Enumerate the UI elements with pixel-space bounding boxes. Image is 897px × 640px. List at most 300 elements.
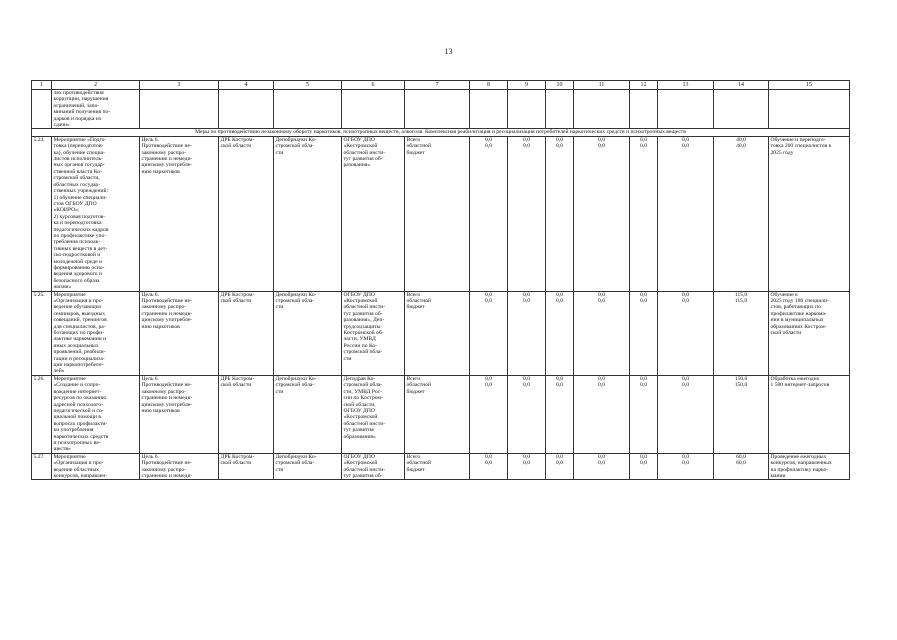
cell-line: России по Ко- <box>343 342 378 349</box>
cell-line: вопросах профилакти- <box>53 420 108 427</box>
cell-line: ласти, УМВД <box>343 336 376 343</box>
column-header: 9 <box>508 81 546 90</box>
cell-line: сти <box>275 149 284 156</box>
cell-line: адресной психолого- <box>53 401 104 408</box>
responsible-cell <box>219 453 274 480</box>
cell-line: 2) курсовая подготов- <box>53 213 106 220</box>
cell-line: 0,0 <box>485 453 492 460</box>
cell-line: жизни» <box>53 284 72 291</box>
cell-line: ных органов государ- <box>53 162 105 169</box>
cell-line: 0,0 <box>682 382 689 389</box>
cell-line: проявлений, реабили- <box>53 349 106 356</box>
cell-line: конкурсов, направленных <box>770 460 832 467</box>
cell-line: педагогических кадров <box>53 226 109 233</box>
cell-line: «Костромской <box>343 298 378 304</box>
amount-cell <box>630 453 658 480</box>
responsible-cell <box>219 291 274 375</box>
cell-line: «Создание и сопро- <box>53 382 101 389</box>
cell-line: стромской обла- <box>275 143 315 150</box>
cell-line: 1 500 интернет-запросов <box>770 382 830 389</box>
amount-cell <box>714 136 769 291</box>
cell-line: 0,0 <box>556 143 563 150</box>
cell-line: наркотических средств <box>53 433 109 440</box>
cell-line: 0,0 <box>682 460 689 467</box>
cell-line: 0,0 <box>556 453 563 460</box>
cell-line: 0,0 <box>640 136 647 143</box>
amount-cell <box>714 291 769 375</box>
measure-description <box>52 375 140 453</box>
amount-cell <box>508 136 546 291</box>
empty-cell <box>546 90 574 129</box>
empty-cell <box>342 90 405 129</box>
cell-line: 0,0 <box>640 460 647 467</box>
cell-line: 0,0 <box>598 453 605 460</box>
cell-line: Обработка ежегодно <box>770 375 820 382</box>
cell-line: формированию осно- <box>53 264 105 271</box>
cell-line: 0,0 <box>640 298 647 304</box>
row-number: 5.24. <box>32 136 52 291</box>
table-row <box>32 453 850 480</box>
amount-cell <box>508 375 546 453</box>
cell-line: странению и немеди- <box>141 156 193 163</box>
cell-line: 0,0 <box>485 298 492 304</box>
cell-line: коррупции, нарушения <box>53 96 109 103</box>
cell-line: тут развития <box>343 427 374 434</box>
cell-line: 0,0 <box>523 298 530 304</box>
cell-line: 0,0 <box>640 291 647 298</box>
amount-cell <box>470 136 508 291</box>
cell-line: тут развития об- <box>343 310 383 317</box>
cell-line: странению и немеди- <box>141 310 193 317</box>
amount-cell <box>546 291 574 375</box>
cell-line: 150,0 <box>734 382 748 389</box>
cell-line: 0,0 <box>682 136 689 143</box>
column-header: 3 <box>140 81 219 90</box>
cell-line: 0,0 <box>485 143 492 150</box>
amount-cell <box>546 375 574 453</box>
page-number: 13 <box>444 47 453 56</box>
cell-line: тут развития об- <box>343 472 383 479</box>
cell-line: 0,0 <box>523 460 530 467</box>
cell-line: Мероприятие <box>53 453 86 460</box>
cell-line: Обучение к <box>770 291 798 298</box>
column-header: 12 <box>630 81 658 90</box>
cell-line: сти <box>275 466 284 473</box>
cell-line: законному распро- <box>141 388 187 395</box>
row-number: 5.26. <box>32 375 52 453</box>
cell-line: тации и ресоциализа- <box>53 355 105 362</box>
column-header: 11 <box>574 81 630 90</box>
cell-line: 0,0 <box>485 375 492 382</box>
cell-line: ка и переподготовка <box>53 220 102 227</box>
cell-line: ДРБ Костром- <box>220 291 255 298</box>
expected-result-cell <box>769 453 850 480</box>
cell-line: тивных веществ в дет- <box>53 245 108 252</box>
cell-line: нию наркотиков <box>141 168 180 175</box>
funding-source-cell <box>405 453 470 480</box>
cell-line: 0,0 <box>523 136 530 143</box>
responsible-cell <box>219 136 274 291</box>
column-header: 6 <box>342 81 405 90</box>
column-header: 10 <box>546 81 574 90</box>
cell-line: Мероприятие «Подго- <box>53 136 107 143</box>
continuation-row <box>32 90 850 129</box>
cell-line: стромской обла- <box>343 349 383 356</box>
cell-line: 150,0 <box>734 375 748 382</box>
cell-line: Проведение ежегодных <box>770 453 827 460</box>
cell-line: 0,0 <box>523 375 530 382</box>
cell-line: 0,0 <box>640 382 647 389</box>
table-row <box>32 291 850 375</box>
cell-line: совещаний, тренингов <box>53 317 107 324</box>
goal-cell <box>140 453 219 480</box>
cell-line: 0,0 <box>598 298 605 304</box>
empty-cell <box>769 90 850 129</box>
cell-line: Депобрнауки Ко- <box>275 136 317 143</box>
cell-line: областной <box>406 460 431 467</box>
amount-cell <box>574 453 630 480</box>
cell-line: Цель 6. <box>141 136 159 143</box>
amount-cell <box>630 375 658 453</box>
cell-line: и психотропных ве- <box>53 439 101 446</box>
cell-line: Всего <box>406 375 421 382</box>
cell-line: стромской обла- <box>275 298 315 304</box>
cell-line: Мероприятие <box>53 291 86 298</box>
cell-line: 2025 году 180 специали- <box>770 298 829 304</box>
cell-line: лактике наркомании и <box>53 336 107 343</box>
cell-line: безопасного образа <box>53 277 100 284</box>
cell-line: разования», Деп- <box>343 317 385 324</box>
cell-line: 0,0 <box>556 382 563 389</box>
column-header: 7 <box>405 81 470 90</box>
cell-line: 0,0 <box>556 136 563 143</box>
cell-line: ведение обучающих <box>53 304 102 311</box>
amount-cell <box>658 291 714 375</box>
participant-cell <box>342 291 405 375</box>
executor-cell <box>274 291 342 375</box>
cell-line: 1) обучение специали- <box>53 194 108 201</box>
cell-line: 0,0 <box>682 375 689 382</box>
expected-result-cell <box>769 136 850 291</box>
cell-line: «Организация и про- <box>53 460 104 467</box>
cell-line: 0,0 <box>598 291 605 298</box>
cell-line: бюджет <box>406 466 425 473</box>
cell-line: 0,0 <box>485 291 492 298</box>
cell-line: ботающих по профи- <box>53 330 104 337</box>
cell-line: ственной власти Ко- <box>53 168 102 175</box>
cell-line: лях противодействия <box>53 90 104 96</box>
cell-line: 0,0 <box>598 136 605 143</box>
cell-line: 0,0 <box>598 382 605 389</box>
cell-line: 0,0 <box>556 291 563 298</box>
executor-cell <box>274 136 342 291</box>
section-title: Меры по противодействию незаконному обороту наркотиков, психотропных веществ, алкоголя. Комплексная реабилитация и ресоциализация потребителей наркотических средств и психотропных веществ <box>32 129 850 136</box>
expected-result-cell <box>769 375 850 453</box>
program-table <box>31 80 850 480</box>
cell-line: нию наркотиков <box>141 323 180 330</box>
cell-line: 60,0 <box>736 460 746 467</box>
cell-line: ской области <box>220 298 252 304</box>
cell-line: стромской обла- <box>275 382 315 389</box>
cell-line: 0,0 <box>556 460 563 467</box>
column-header: 1 <box>32 81 52 90</box>
funding-source-cell <box>405 375 470 453</box>
cell-line: трудсоцзащиты <box>343 323 381 330</box>
cell-line: Всего <box>406 136 421 143</box>
cell-line: сии по Костром- <box>343 395 383 402</box>
cell-line: дарков и порядка их <box>53 115 102 122</box>
cell-line: разования» <box>343 162 371 169</box>
cell-line: ОГБОУ ДПО <box>343 407 375 414</box>
empty-cell <box>574 90 630 129</box>
cell-line: конкурсов, направлен- <box>53 472 108 479</box>
empty-cell <box>714 90 769 129</box>
cell-line: ограничений, запо- <box>53 102 100 109</box>
cell-line: «КОИРО»; <box>53 207 80 214</box>
cell-line: сти <box>343 355 352 362</box>
cell-line: ской области <box>220 143 252 150</box>
cell-line: сти <box>275 304 284 311</box>
cell-line: областной инсти- <box>343 304 386 311</box>
measure-description <box>52 136 140 291</box>
cell-line: ции наркопотребите- <box>53 362 104 369</box>
empty-cell <box>405 90 470 129</box>
amount-cell <box>630 291 658 375</box>
cell-line: на профилактику нарко- <box>770 466 829 473</box>
cell-line: бюджет <box>406 149 425 156</box>
funding-source-cell <box>405 291 470 375</box>
cell-line: 0,0 <box>682 291 689 298</box>
cell-line: Цель 6. <box>141 375 159 382</box>
cell-line: Противодействие не- <box>141 382 192 389</box>
table-row <box>32 136 850 291</box>
responsible-cell <box>219 375 274 453</box>
cell-line: Мероприятие <box>53 375 86 382</box>
cell-line: семинаров, выездных <box>53 310 106 317</box>
empty-cell <box>508 90 546 129</box>
cell-line: областной <box>406 143 431 150</box>
cell-line: 40,0 <box>736 136 746 143</box>
cell-line: стов, работающих по <box>770 304 821 311</box>
column-header: 15 <box>769 81 850 90</box>
cell-line: нии в муниципальных <box>770 317 824 324</box>
participant-cell <box>342 453 405 480</box>
cell-line: циальной помощи в <box>53 414 101 421</box>
cell-line: областной инсти- <box>343 420 386 427</box>
cell-line: ОГБОУ ДПО <box>343 291 375 298</box>
amount-cell <box>470 291 508 375</box>
amount-cell <box>470 453 508 480</box>
cell-line: ДРБ Костром- <box>220 375 255 382</box>
cell-line: Противодействие не- <box>141 143 192 150</box>
cell-line: Противодействие не- <box>141 298 192 304</box>
cell-line: областной <box>406 298 431 304</box>
cell-line: ско-подростковой и <box>53 252 101 259</box>
cell-line: образования» <box>343 433 376 440</box>
cell-line: 0,0 <box>598 143 605 150</box>
cell-line: Депздрав Ко- <box>343 375 376 382</box>
cell-line: сдачи» <box>53 122 70 129</box>
cell-line: бюджет <box>406 388 425 395</box>
cell-line: 0,0 <box>598 460 605 467</box>
cell-line: законному распро- <box>141 466 187 473</box>
cell-line: ской области <box>220 382 252 389</box>
cell-line: 0,0 <box>485 382 492 389</box>
cell-line: 0,0 <box>485 460 492 467</box>
cell-line: лей» <box>53 368 65 375</box>
row-number: 5.27. <box>32 453 52 480</box>
cell-line: минаний получения по- <box>53 109 111 116</box>
amount-cell <box>508 453 546 480</box>
cell-line: ской области <box>220 460 252 467</box>
cell-line: ресурсов по оказанию <box>53 395 107 402</box>
amount-cell <box>546 136 574 291</box>
cell-line: товка (переподготов- <box>53 143 104 150</box>
cell-line: для специалистов, ра- <box>53 323 106 330</box>
cell-line: странению и немеди- <box>141 472 193 479</box>
cell-line: 0,0 <box>556 298 563 304</box>
cell-line: 0,0 <box>523 382 530 389</box>
cell-line: 60,0 <box>736 453 746 460</box>
cell-line: Депобрнауки Ко- <box>275 291 317 298</box>
empty-cell <box>219 90 274 129</box>
goal-cell <box>140 375 219 453</box>
cell-line: иных асоциальных <box>53 342 99 349</box>
cell-line: стов ОГБОУ ДПО <box>53 200 97 207</box>
cell-line: ственных учреждений: <box>53 188 109 195</box>
amount-cell <box>658 375 714 453</box>
cell-line: цинскому употребле- <box>141 317 192 324</box>
executor-cell <box>274 453 342 480</box>
cell-line: 0,0 <box>682 298 689 304</box>
cell-line: 2025 году <box>770 149 794 156</box>
cell-line: требления психоак- <box>53 239 101 246</box>
cell-line: 0,0 <box>598 375 605 382</box>
cell-line: ской области <box>770 330 802 337</box>
cell-line: областной инсти- <box>343 149 386 156</box>
cell-line: тут развития об- <box>343 156 383 163</box>
column-header: 5 <box>274 81 342 90</box>
row-number: 5.25. <box>32 291 52 375</box>
expected-result-cell <box>769 291 850 375</box>
amount-cell <box>508 291 546 375</box>
cell-line: странению и немеди- <box>141 395 193 402</box>
cell-line: 0,0 <box>640 143 647 150</box>
participant-cell <box>342 136 405 291</box>
empty-cell <box>32 90 52 129</box>
cell-line: вождение интернет- <box>53 388 102 395</box>
empty-cell <box>630 90 658 129</box>
section-row <box>32 129 850 136</box>
cell-line: ской области, <box>343 401 376 408</box>
cell-line: профилактике наркома- <box>770 310 827 317</box>
cell-line: мании <box>770 472 786 479</box>
column-header: 8 <box>470 81 508 90</box>
cell-line: ОГБОУ ДПО <box>343 453 375 460</box>
cell-line: 0,0 <box>523 453 530 460</box>
amount-cell <box>470 375 508 453</box>
cell-line: стромской области, <box>53 175 100 182</box>
cell-line: законному распро- <box>141 304 187 311</box>
cell-line: 0,0 <box>640 453 647 460</box>
empty-cell <box>274 90 342 129</box>
funding-source-cell <box>405 136 470 291</box>
cell-line: областных государ- <box>53 181 101 188</box>
goal-cell <box>140 291 219 375</box>
cell-line: Цель 6. <box>141 453 159 460</box>
cell-line: ДРБ Костром- <box>220 136 255 143</box>
cell-line: 0,0 <box>682 453 689 460</box>
empty-cell <box>470 90 508 129</box>
amount-cell <box>714 453 769 480</box>
cell-line: «Костромской <box>343 143 378 150</box>
measure-description <box>52 453 140 480</box>
cell-line: Депобрнауки Ко- <box>275 375 317 382</box>
cell-line: листов исполнитель- <box>53 156 104 163</box>
cell-line: 40,0 <box>736 143 746 150</box>
empty-cell <box>658 90 714 129</box>
cell-line: педагогической и со- <box>53 407 104 414</box>
cell-line: ведение областных <box>53 466 99 473</box>
cell-line: цинскому употребле- <box>141 401 192 408</box>
amount-cell <box>658 136 714 291</box>
cell-line: Противодействие не- <box>141 460 192 467</box>
amount-cell <box>546 453 574 480</box>
amount-cell <box>574 291 630 375</box>
cell-line: сти <box>275 388 284 395</box>
cell-line: 0,0 <box>523 143 530 150</box>
cell-line: по профилактике упо- <box>53 232 107 239</box>
cell-line: 0,0 <box>523 291 530 298</box>
table-row <box>32 375 850 453</box>
column-header: 2 <box>52 81 140 90</box>
cell-line: Обучение и переподго- <box>770 136 826 143</box>
cell-line: «Организация и про- <box>53 298 104 304</box>
participant-cell <box>342 375 405 453</box>
header-row <box>32 81 850 90</box>
cell-line: Депобрнауки Ко- <box>275 453 317 460</box>
cell-line: ДРБ Костром- <box>220 453 255 460</box>
cell-line: товка 200 специалистов к <box>770 143 832 150</box>
cell-line: образованиях Костром- <box>770 323 827 330</box>
cell-line: стромской обла- <box>275 460 315 467</box>
cell-line: 115,0 <box>734 291 748 298</box>
executor-cell <box>274 375 342 453</box>
column-header: 4 <box>219 81 274 90</box>
cell-line: Цель 6. <box>141 291 159 298</box>
cell-line: Всего <box>406 291 421 298</box>
column-header: 14 <box>714 81 769 90</box>
measure-description <box>52 90 140 129</box>
amount-cell <box>630 136 658 291</box>
measure-description <box>52 291 140 375</box>
cell-line: бюджет <box>406 304 425 311</box>
cell-line: молодежной среде и <box>53 258 102 265</box>
cell-line: 0,0 <box>640 375 647 382</box>
cell-line: областной <box>406 382 431 389</box>
cell-line: 0,0 <box>682 143 689 150</box>
cell-line: Костромской об- <box>343 330 384 337</box>
amount-cell <box>574 136 630 291</box>
cell-line: ществ» <box>53 446 71 453</box>
cell-line: ки употребления <box>53 427 94 434</box>
amount-cell <box>574 375 630 453</box>
cell-line: законному распро- <box>141 149 187 156</box>
amount-cell <box>714 375 769 453</box>
cell-line: «Костромской <box>343 460 378 467</box>
cell-line: цинскому употребле- <box>141 162 192 169</box>
cell-line: стромской обла- <box>343 382 383 389</box>
